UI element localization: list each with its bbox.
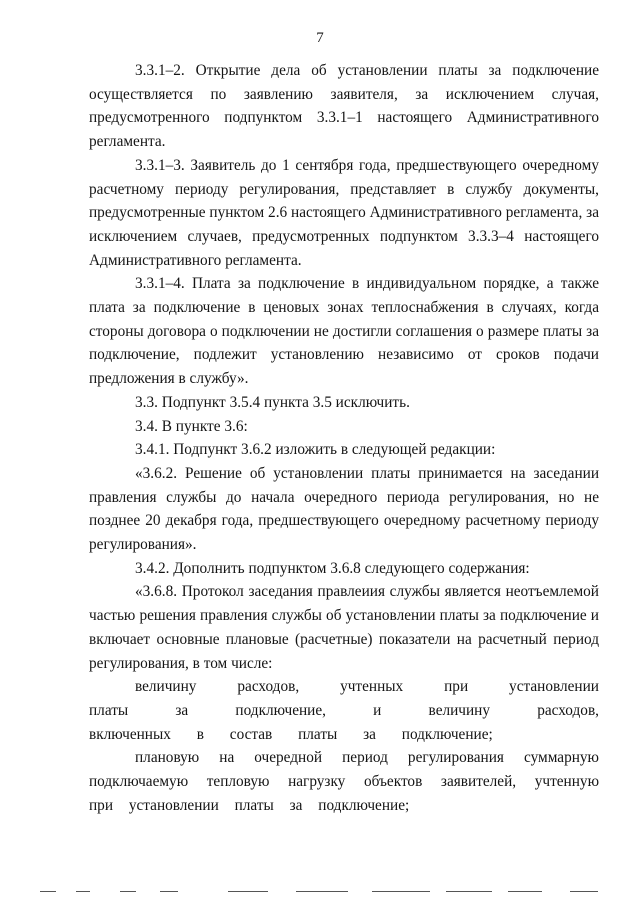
list-item-planned-load: плановую на очередной период регулирования суммарную подключаемую тепловую нагрузку объектов заявителей, учтенную при установлении платы за подключение; (89, 749, 599, 814)
footer-rule-marks (0, 891, 640, 895)
page-number: 7 (316, 30, 324, 46)
list-item-expenses: величину расходов, учтенных при установлении платы за подключение, и величину расходов, включенных в состав платы за подключение; (89, 678, 599, 743)
paragraph-3-3: 3.3. Подпункт 3.5.4 пункта 3.5 исключить. (135, 393, 410, 411)
paragraph-3-6-8-quote: «3.6.8. Протокол заседания правлеиия службы является неотъемлемой частью решения правления службы об установлении платы за подключение и включает основные плановые (расчетные) показатели на расчетный период регулирования, в том числе: (89, 583, 599, 672)
paragraph-3-3-1-2: 3.3.1–2. Открытие дела об установлении платы за подключение осуществляется по заявлению заявителя, за исключением случая, предусмотренного подпунктом 3.3.1–1 настоящего Административного регламента. (89, 62, 599, 151)
paragraph-3-4-1: 3.4.1. Подпункт 3.6.2 изложить в следующей редакции: (135, 441, 496, 459)
paragraph-3-3-1-3: 3.3.1–3. Заявитель до 1 сентября года, предшествующего очередному расчетному периоду регулирования, представляет в службу документы, предусмотренные пунктом 2.6 настоящего Административного регламента, за исключением случаев, предусмотренных подпунктом 3.3.3–4 настоящего Административного регламента. (89, 156, 599, 269)
paragraph-3-4-2: 3.4.2. Дополнить подпунктом 3.6.8 следующего содержания: (135, 559, 530, 577)
paragraph-3-6-2-quote: «3.6.2. Решение об установлении платы принимается на заседании правления службы до начала очередного периода регулирования, но не позднее 20 декабря года, предшествующего очередному расчетному периоду регулирования». (89, 464, 599, 554)
paragraph-3-3-1-4: 3.3.1–4. Плата за подключение в индивидуальном порядке, а также плата за подключение в ценовых зонах теплоснабжения в случаях, когда стороны договора о подключении не достигли соглашения о размере платы за подключение, подлежит установлению независимо от сроков подачи предложения в службу». (89, 275, 599, 388)
paragraph-3-4: 3.4. В пункте 3.6: (135, 417, 248, 435)
document-body (89, 59, 599, 818)
